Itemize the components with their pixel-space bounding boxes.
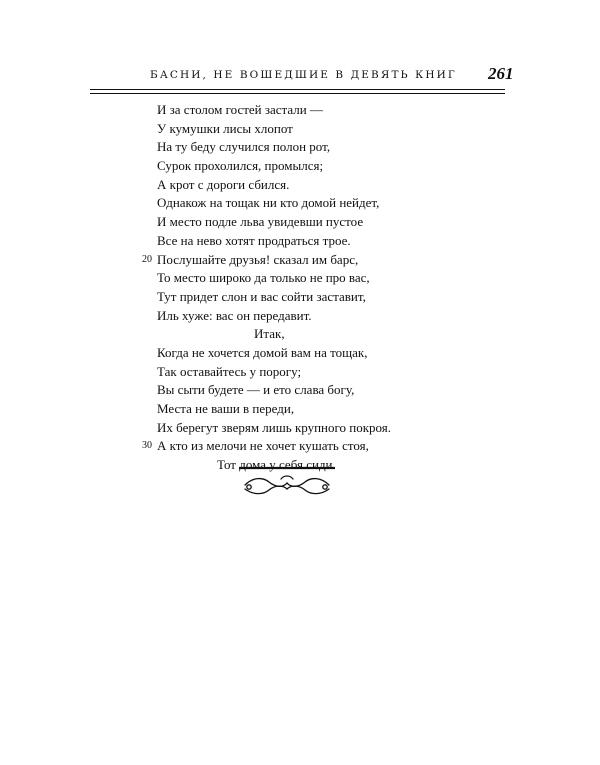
poem-line xyxy=(157,269,391,288)
poem-line xyxy=(157,400,391,419)
line-text: И место подле льва увидевши пустое xyxy=(157,214,364,230)
poem-line xyxy=(157,381,391,400)
running-title: БАСНИ, НЕ ВОШЕДШИЕ В ДЕВЯТЬ КНИГ xyxy=(150,69,457,81)
poem-line xyxy=(157,419,391,438)
line-text: Места не ваши в переди, xyxy=(157,401,295,416)
line-text: У кумушки лисы хлопот xyxy=(157,120,293,136)
line-text: И за столом гостей застали — xyxy=(157,102,323,117)
line-text: Иль хуже: вас он передавит. xyxy=(157,307,312,323)
line-text: То место широко да только не про вас, xyxy=(157,270,370,286)
line-text: Тот дома у себя сиди. xyxy=(217,457,336,473)
line-text: А кто из мелочи не хочет кушать стоя, xyxy=(157,438,369,454)
header-rule xyxy=(90,89,505,90)
line-text: А крот с дороги сбился. xyxy=(157,176,290,192)
line-text: Итак, xyxy=(254,326,285,342)
poem-line xyxy=(157,120,391,139)
poem-line xyxy=(142,437,391,456)
page-number: 261 xyxy=(488,64,514,83)
line-text: Когда не хочется домой вам на тощак, xyxy=(157,344,368,360)
poem-line xyxy=(157,232,391,251)
line-number: 30 xyxy=(142,440,152,452)
poem-line xyxy=(157,101,391,120)
poem-line xyxy=(157,325,391,344)
line-text: Их берегут зверям лишь крупного покроя. xyxy=(157,419,392,435)
poem-line xyxy=(157,194,391,213)
poem-line xyxy=(157,213,391,232)
line-text: Тут придет слон и вас сойти заставит, xyxy=(157,288,366,304)
poem-line xyxy=(157,157,391,176)
poem-line xyxy=(157,288,391,307)
flourish-ornament-icon xyxy=(239,466,335,498)
line-number: 20 xyxy=(142,253,152,265)
line-text: Вы сыти будете — и ето слава богу, xyxy=(157,382,355,398)
poem-text xyxy=(142,101,392,475)
poem-line xyxy=(142,251,391,270)
line-text: Послушайте друзья! сказал им барс, xyxy=(157,251,359,267)
poem-line xyxy=(157,307,391,326)
poem-line xyxy=(157,363,391,382)
line-text: Сурок прохолился, промылся; xyxy=(157,158,324,174)
line-text: На ту беду случился полон рот, xyxy=(157,139,331,155)
line-text: Так оставайтесь у порогу; xyxy=(157,363,302,379)
line-text: Все на нево хотят продраться трое. xyxy=(157,232,351,248)
poem-line xyxy=(157,176,391,195)
poem-line xyxy=(157,344,391,363)
header-rule-thin xyxy=(90,93,505,94)
line-text: Однакож на тощак ни кто домой нейдет, xyxy=(157,195,380,211)
poem-line xyxy=(157,138,391,157)
